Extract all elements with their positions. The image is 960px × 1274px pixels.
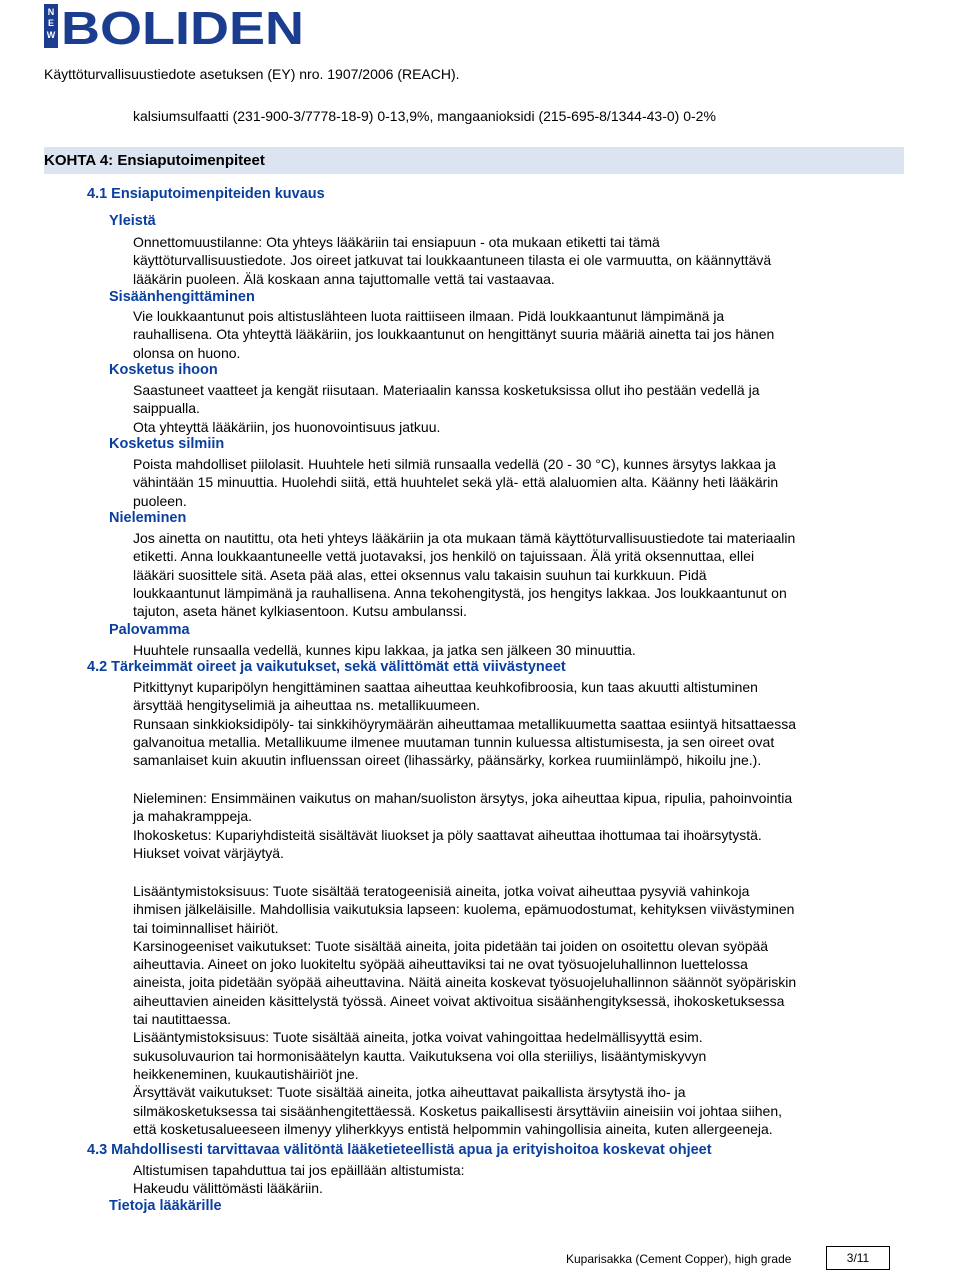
- subsection-4-2-heading: 4.2 Tärkeimmät oireet ja vaikutukset, sekä välittömät että viivästyneet: [87, 659, 566, 675]
- svg-text:E: E: [47, 18, 55, 28]
- symptoms-block-2: Nieleminen: Ensimmäinen vaikutus on mahan/suoliston ärsytys, joka aiheuttaa kipua, ripulia, pahoinvointia ja mahakramppeja. Ihokosketus: Kupariyhdisteitä sisältävät liuokset ja pöly saattavat aiheuttaa ihottumaa tai ihoärsytystä. Hiukset voivat värjäytyä.: [133, 790, 793, 861]
- ingestion-text: Jos ainetta on nautittu, ota heti yhteys lääkäriin ja ota mukaan tämä käyttöturvallisuustiedote tai materiaalin etiketti. Anna loukkaantuneelle vettä juotavaksi, jos henkilö on tajuissaan. Älä yritä oksennuttaa, ellei lääkäri suosittele sitä. Aseta pää alas, ettei oksennus valu takaisin suuhun tai kurkkuun. Pidä loukkaantunut lämpimänä ja rauhallisena. Anna tekohengitystä, jos hengitys lakkaa. Jos loukkaantunut on tajuton, aseta hänet kylkiasentoon. Kutsu ambulanssi.: [133, 530, 796, 620]
- symptoms-block-3: Lisääntymistoksisuus: Tuote sisältää teratogeenisiä aineita, jotka voivat aiheuttaa pysyviä vahinkoja ihmisen jälkeläisille. Mahdollisia vaikutuksia lapseen: kuolema, epämuodostumat, kehityksen viivästyminen tai toiminnalliset häiriöt. Karsinogeeniset vaikutukset: Tuote sisältää aineita, joita pidetään tai joiden on osoitettu olevan syöpää aiheuttavia. Aineet on joko luokiteltu syöpää aiheuttaviksi tai ne ovat työsuojeluhallinnon luettelossa aineista, joita pidetään syöpää aiheuttavina. Näitä aineita koskevat työsuojeluhallinnon säännöt syöpäriskin aiheuttavien aineiden käsittelystä työssä. Aineet voivat aktivoitua sisäänhengityksessä, ihokosketuksessa tai nautittaessa. Lisääntymistoksisuus: Tuote sisältää aineita, jotka voivat vahingoittaa hedelmällisyyttä esim. sukusoluvaurion tai hormonisäätelyn kautta. Vaikutuksena voi olla steriiliys, lisääntymiskyvyn heikkeneminen, kuukautishäiriöt jne. Ärsyttävät vaikutukset: Tuote sisältää aineita, jotka aiheuttavat paikallista ärsytystä iho- ja silmäkosketuksessa tai sisäänhengitettäessä. Kosketus paikallisesti ärsyttäviin aineisiin voi johtaa siihen, että kosketusalueeseen ilmenyy yliherkkyys entistä helpommin vahingollisia aineita, kuten allergeeneja.: [133, 883, 797, 1137]
- skin-heading: Kosketus ihoon: [109, 362, 218, 378]
- subsection-4-3-heading: 4.3 Mahdollisesti tarvittavaa välitöntä lääketieteellistä apua ja erityishoitoa koskevat ohjeet: [87, 1142, 712, 1158]
- section-title: KOHTA 4: Ensiaputoimenpiteet: [44, 152, 265, 169]
- doctor-info-heading: Tietoja lääkärille: [109, 1198, 222, 1214]
- regulation-line: Käyttöturvallisuustiedote asetuksen (EY) nro. 1907/2006 (REACH).: [44, 66, 460, 82]
- general-heading: Yleistä: [109, 213, 156, 229]
- substances-line: kalsiumsulfaatti (231-900-3/7778-18-9) 0-13,9%, mangaanioksidi (215-695-8/1344-43-0) 0-2%: [133, 108, 716, 124]
- subsection-4-1-heading: 4.1 Ensiaputoimenpiteiden kuvaus: [87, 186, 325, 202]
- eyes-heading: Kosketus silmiin: [109, 436, 225, 452]
- company-logo: [44, 4, 306, 48]
- page-number: 3/11: [826, 1246, 890, 1270]
- general-text: Onnettomuustilanne: Ota yhteys lääkäriin tai ensiapuun - ota mukaan etiketti tai tämä käyttöturvallisuustiedote. Jos oireet jatkuvat tai loukkaantuneen tilasta ei ole varmuutta, on käännyttävä lääkärin puoleen. Älä koskaan anna tajuttomalle vettä tai vastaavaa.: [133, 234, 772, 287]
- footer-product: Kuparisakka (Cement Copper), high grade: [566, 1252, 792, 1266]
- inhalation-text: Vie loukkaantunut pois altistuslähteen luota raittiiseen ilmaan. Pidä loukkaantunut lämpimänä ja rauhallisena. Ota yhteyttä lääkäriin, jos loukkaantunut on hengittänyt suuria määriä ainetta tai jos hänen olonsa on huono.: [133, 308, 775, 361]
- burn-heading: Palovamma: [109, 622, 190, 638]
- inhalation-heading: Sisäänhengittäminen: [109, 289, 255, 305]
- symptoms-block-1: Pitkittynyt kuparipölyn hengittäminen saattaa aiheuttaa keuhkofibroosia, kun taas akuutti altistuminen ärsyttää hengityselimiä ja aiheuttaa ns. metallikuumeen. Runsaan sinkkioksidipöly- tai sinkkihöyrymäärän aiheuttamaa metallikuumetta saattaa esiintyä hitsattaessa galvanoitua metallia. Metallikuume ilmenee muutaman tunnin kuluessa altistumisesta, ja sen oireet ovat samanlaiset kuin akuutin influenssan oireet (lihassärky, päänsärky, korkea ruumiinlämpö, hikoilu jne.).: [133, 679, 796, 769]
- section-header: [44, 147, 904, 174]
- logo-wordmark: BOLIDEN: [61, 4, 304, 48]
- medical-attention-text: Altistumisen tapahduttua tai jos epäillään altistumista: Hakeudu välittömästi lääkäriin.: [133, 1162, 465, 1197]
- skin-text: Saastuneet vaatteet ja kengät riisutaan. Materiaalin kanssa kosketuksissa ollut iho pestään vedellä ja saippualla. Ota yhteyttä lääkäriin, jos huonovointisuus jatkuu.: [133, 382, 760, 435]
- svg-text:W: W: [46, 30, 56, 40]
- eyes-text: Poista mahdolliset piilolasit. Huuhtele heti silmiä runsaalla vedellä (20 - 30 °C), kunnes ärsytys lakkaa ja vähintään 15 minuuttia. Huolehdi siitä, että huuhtelet sekä ylä- että alaluomien alta. Käänny heti lääkärin puoleen.: [133, 456, 779, 509]
- svg-text:N: N: [47, 7, 55, 17]
- ingestion-heading: Nieleminen: [109, 510, 187, 526]
- burn-text: Huuhtele runsaalla vedellä, kunnes kipu lakkaa, ja jatka sen jälkeen 30 minuuttia.: [133, 642, 636, 658]
